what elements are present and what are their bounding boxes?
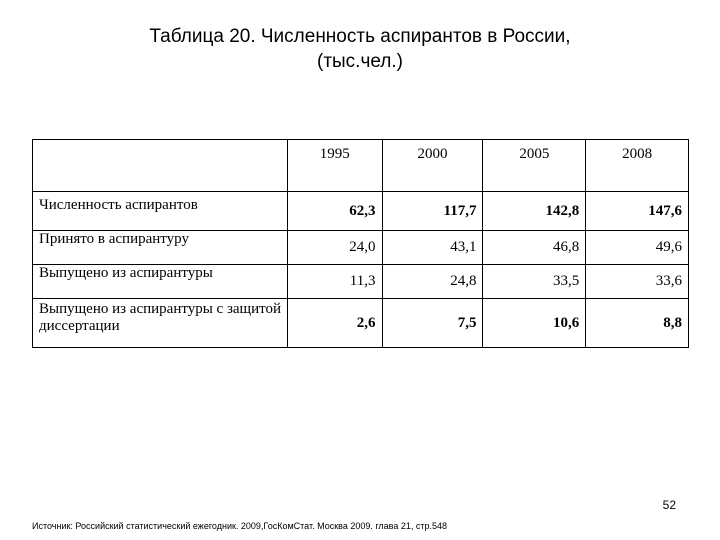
table-cell: 11,3 <box>288 265 383 299</box>
year-header: 2008 <box>586 140 689 192</box>
row-label: Выпущено из аспирантуры <box>33 265 288 299</box>
year-header: 2000 <box>382 140 483 192</box>
table-cell: 117,7 <box>382 192 483 231</box>
table-cell: 62,3 <box>288 192 383 231</box>
table-row <box>33 231 689 265</box>
table-cell: 147,6 <box>586 192 689 231</box>
table-cell: 46,8 <box>483 231 586 265</box>
table-cell: 24,8 <box>382 265 483 299</box>
table-cell: 142,8 <box>483 192 586 231</box>
header-empty-cell <box>33 140 288 192</box>
table-cell: 33,5 <box>483 265 586 299</box>
table-cell: 33,6 <box>586 265 689 299</box>
row-label: Численность аспирантов <box>33 192 288 231</box>
table-header-row <box>33 140 689 192</box>
table-cell: 43,1 <box>382 231 483 265</box>
row-label: Выпущено из аспирантуры с защитой диссертации <box>33 299 288 348</box>
table-cell: 49,6 <box>586 231 689 265</box>
slide-title <box>0 24 720 74</box>
table-row <box>33 265 689 299</box>
year-header: 2005 <box>483 140 586 192</box>
graduate-students-table <box>32 139 689 348</box>
table-cell: 10,6 <box>483 299 586 348</box>
source-note: Источник: Российский статистический ежегодник. 2009,ГосКомСтат. Москва 2009. глава 21, стр.548 <box>32 521 448 531</box>
table-cell: 24,0 <box>288 231 383 265</box>
title-line-1: Таблица 20. Численность аспирантов в России, <box>149 26 571 47</box>
title-line-2: (тыс.чел.) <box>317 51 403 72</box>
table-row <box>33 192 689 231</box>
table-cell: 7,5 <box>382 299 483 348</box>
table-cell: 8,8 <box>586 299 689 348</box>
table-cell: 2,6 <box>288 299 383 348</box>
year-header: 1995 <box>288 140 383 192</box>
row-label: Принято в аспирантуру <box>33 231 288 265</box>
page-number: 52 <box>662 498 676 512</box>
table-row <box>33 299 689 348</box>
